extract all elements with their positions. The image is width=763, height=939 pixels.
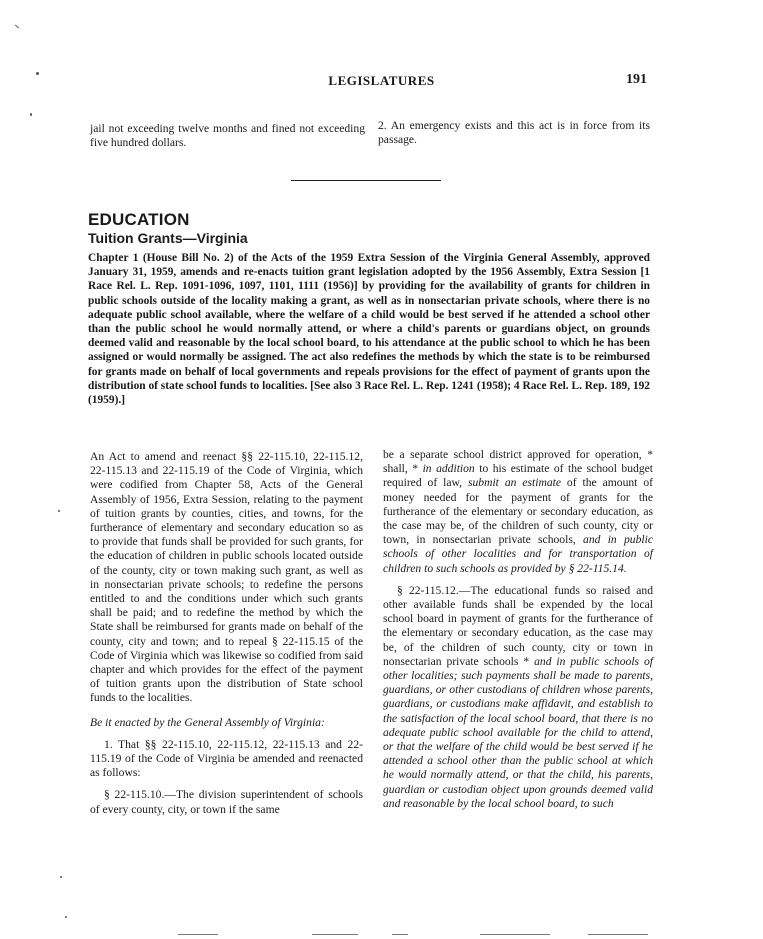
scan-speck	[60, 876, 62, 878]
inserted-text: and in public schools of other localities and for transportation of children to such schools as provided by § 22-115.14.	[383, 533, 653, 575]
plain-text: of the amount of money needed for the payment of grants for the furtherance of the elementary or secondary education, as the case may be, of the children of such county, city or town, in nonsectarian private schools,	[383, 476, 653, 547]
page-number: 191	[626, 72, 647, 87]
scan-line	[392, 934, 408, 935]
plain-text: to his estimate of the school budget required of law,	[383, 462, 653, 490]
scan-line	[312, 934, 358, 935]
editorial-summary: Chapter 1 (House Bill No. 2) of the Acts of the 1959 Extra Session of the Virginia General Assembly, approved January 31, 1959, amends and re-enacts tuition grant legislation adopted by the 1956 Assembly, Extra Session [1 Race Rel. L. Rep. 1091-1096, 1097, 1101, 1111 (1956)] by providing for the availability of grants for children in public schools outside of the locality making a grant, as well as in nonsectarian private schools, where there is no adequate public school available, where the welfare of a child would be best served if he attended a school other than the public school he would normally attend, or where a child's parents or guardians object, on grounds deemed valid and reasonable by the local school board, to his attendance at the public school to which he has been assigned or would normally be assigned. The act also redefines the methods by which the state is to be reimbursed for grants made on behalf of local governments and repeals provisions for the effect of payment of grants upon the distribution of state school funds to localities. [See also 3 Race Rel. L. Rep. 1241 (1958); 4 Race Rel. L. Rep. 189, 192 (1959).]	[88, 252, 650, 407]
amendment-paragraph: 1. That §§ 22-115.10, 22-115.12, 22-115.13 and 22-115.19 of the Code of Virginia be amended and reenacted as follows:	[90, 737, 363, 780]
inserted-text: in addition	[422, 462, 475, 476]
statute-left-column	[90, 450, 363, 817]
scan-line	[178, 934, 218, 935]
section-subheading: Tuition Grants—Virginia	[88, 230, 248, 246]
section-22-115-10: § 22-115.10.—The division superintendent of schools of every county, city, or town if the same	[90, 788, 363, 816]
scan-speck	[14, 24, 19, 29]
scan-line	[588, 934, 648, 935]
scan-speck	[58, 510, 60, 512]
scan-speck	[65, 916, 67, 918]
plain-text: § 22-115.12.—The educational funds so raised and other available funds shall be expended by the local school board in payment of grants for the furtherance of the elementary or secondary education, as the case may be, of the children of such county, city or town in nonsectarian private schools *	[383, 583, 653, 668]
scan-line	[480, 934, 550, 935]
inserted-text: submit an estimate	[467, 476, 561, 490]
act-title: An Act to amend and reenact §§ 22-115.10, 22-115.12, 22-115.13 and 22-115.19 of the Code of Virginia, which were codified from Chapter 58, Acts of the General Assembly of 1956, Extra Session, relating to the payment of tuition grants by counties, cities, and towns, for the furtherance of elementary and secondary education so as to provide that funds shall be provided for such grants, for the education of children in public schools located outside of the county, city or town making such grant, as well as in nonsectarian private schools; to redefine the persons entitled to and the conditions under which such grants shall be paid; and to redefine the method by which the State shall be reimbursed for grants made on behalf of the county, city and town; and to repeal § 22-115.15 of the Code of Virginia which was likewise so codified from said chapter and which provides for the effect of the payment of tuition grants upon the distribution of State school funds to the localities.	[90, 450, 363, 705]
inserted-text: and in public schools of other localities; such payments shall be made to parents, guardians, or other custodians of children whose parents, guardians, or custodians make affidavit, and establish to the satisfaction of the local school board, that there is no adequate public school available for the child to attend, or that the welfare of the child would be best served if he attended a school other than the public school at which he would normally attend, or that the child, his parents, guardian or custodian object upon grounds deemed valid and reasonable by the local school board, to such	[383, 654, 654, 810]
continued-text-left: jail not exceeding twelve months and fined not exceeding five hundred dollars.	[90, 122, 365, 150]
running-header: LEGISLATURES	[328, 73, 435, 88]
section-22-115-12	[383, 584, 653, 811]
statute-right-column	[383, 448, 653, 811]
section-divider	[291, 180, 441, 181]
scan-speck	[30, 113, 32, 116]
enacting-clause: Be it enacted by the General Assembly of Virginia:	[90, 715, 325, 729]
plain-text: be a separate school district approved for operation, * shall, *	[383, 448, 653, 476]
scan-speck	[36, 72, 39, 75]
continued-text-right: 2. An emergency exists and this act is in force from its passage.	[378, 119, 650, 147]
section-heading: EDUCATION	[88, 210, 190, 229]
section-22-115-10-continued	[383, 448, 653, 576]
